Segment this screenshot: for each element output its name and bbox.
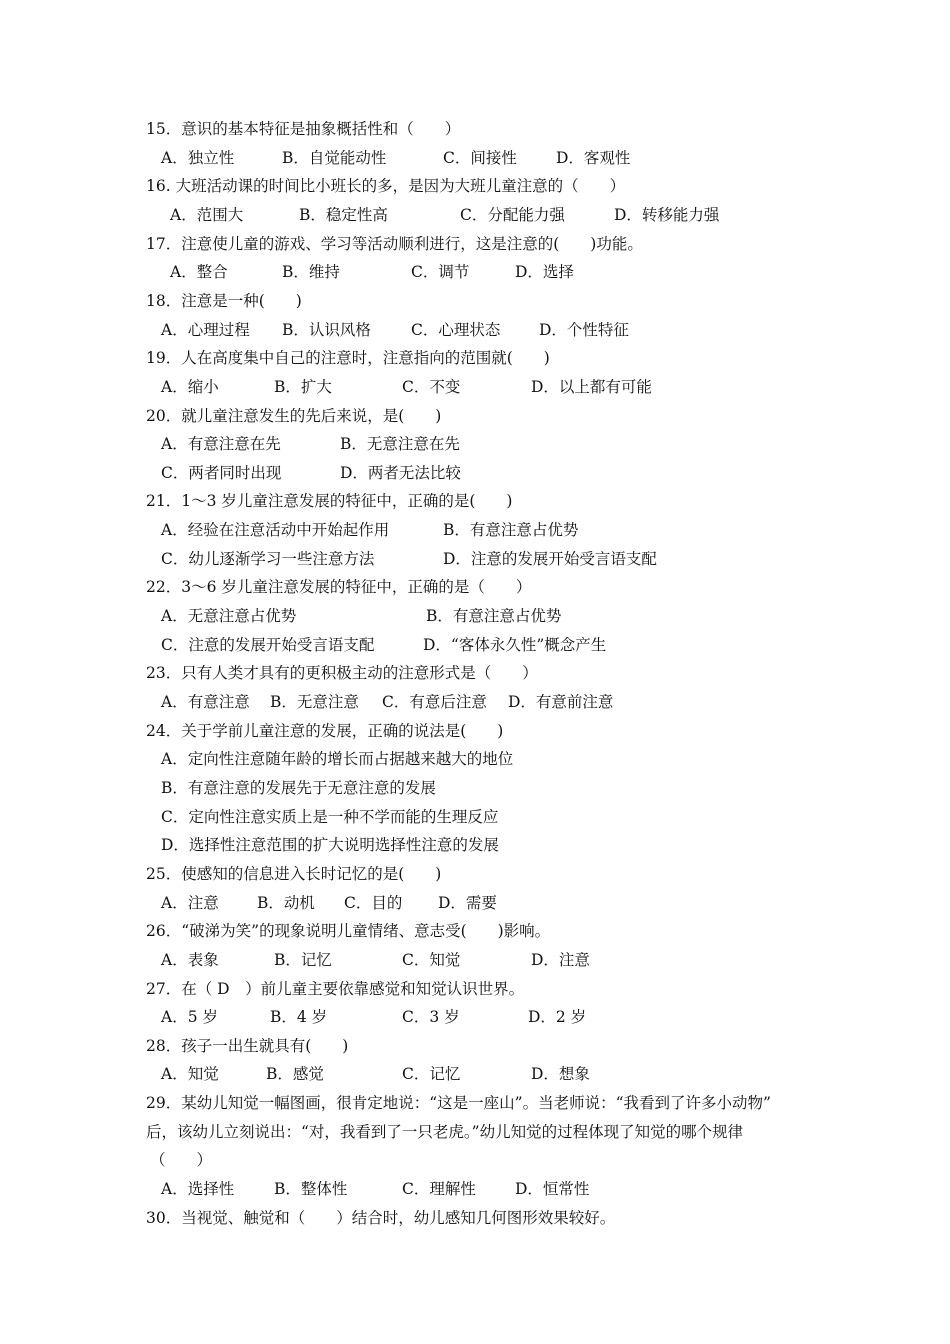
answer-option: B．有意注意占优势 <box>443 521 579 540</box>
answer-option: D．转移能力强 <box>614 205 720 224</box>
question-stem: 28．孩子一出生就具有( ) <box>146 1036 349 1055</box>
question-stem: 20．就儿童注意发生的先后来说，是( ) <box>146 406 442 425</box>
question-stem-line: 29．某幼儿知觉一幅图画，很肯定地说：“这是一座山”。当老师说：“我看到了许多小动物” <box>146 1094 771 1113</box>
answer-option: C．注意的发展开始受言语支配 <box>161 635 375 654</box>
answer-option: D．注意 <box>531 950 590 969</box>
question-stem-line: 后，该幼儿立刻说出：“对，我看到了一只老虎。”幼儿知觉的过程体现了知觉的哪个规律 <box>146 1122 744 1141</box>
answer-option: C．理解性 <box>402 1180 476 1199</box>
answer-option: A．选择性 <box>161 1180 235 1199</box>
answer-option: A．5 岁 <box>161 1008 218 1027</box>
answer-option: D．选择性注意范围的扩大说明选择性注意的发展 <box>161 836 499 855</box>
answer-option: C．心理状态 <box>411 320 501 339</box>
answer-option: B．4 岁 <box>270 1008 328 1027</box>
answer-option: D．两者无法比较 <box>340 463 461 482</box>
answer-option: B．稳定性高 <box>299 205 388 224</box>
answer-option: D．恒常性 <box>515 1180 590 1199</box>
question-stem: 22．3～6 岁儿童注意发展的特征中，正确的是（ ） <box>146 578 532 597</box>
question-stem: 17．注意使儿童的游戏、学习等活动顺利进行，这是注意的( )功能。 <box>146 234 643 253</box>
answer-option: A．无意注意占优势 <box>161 607 297 626</box>
answer-option: A．定向性注意随年龄的增长而占据越来越大的地位 <box>161 750 514 769</box>
answer-option: B．扩大 <box>274 377 332 396</box>
answer-option: D．2 岁 <box>528 1008 587 1027</box>
answer-option: A．有意注意 <box>161 693 250 711</box>
answer-option: A．独立性 <box>161 148 235 167</box>
answer-option: A．有意注意在先 <box>161 435 281 454</box>
answer-option: D．选择 <box>515 263 574 282</box>
question-stem: 27．在（ D ）前儿童主要依靠感觉和知觉认识世界。 <box>146 979 525 998</box>
answer-option: A．缩小 <box>161 377 219 396</box>
question-stem: 19．人在高度集中自己的注意时，注意指向的范围就( ) <box>146 349 550 368</box>
answer-option: B．无意注意 <box>270 693 359 711</box>
question-stem: 24．关于学前儿童注意的发展，正确的说法是( ) <box>146 721 504 740</box>
answer-option: C．不变 <box>402 377 461 396</box>
answer-option: A．知觉 <box>161 1065 219 1084</box>
answer-option: C．3 岁 <box>402 1008 460 1027</box>
answer-option: A．心理过程 <box>161 320 250 339</box>
answer-option: D．个性特征 <box>539 320 629 339</box>
answer-option: A．经验在注意活动中开始起作用 <box>161 521 390 540</box>
answer-option: A．表象 <box>161 950 219 969</box>
answer-option: D．客观性 <box>556 148 631 167</box>
answer-option: C．调节 <box>411 263 470 282</box>
question-stem: 26．“破涕为笑”的现象说明儿童情绪、意志受( )影响。 <box>146 922 551 941</box>
answer-option: B．有意注意的发展先于无意注意的发展 <box>161 778 436 797</box>
question-stem: 21．1～3 岁儿童注意发展的特征中，正确的是( ) <box>146 492 513 511</box>
answer-option: D．以上都有可能 <box>531 377 652 396</box>
answer-option: C．间接性 <box>443 148 517 167</box>
answer-option: C．有意后注意 <box>382 693 487 711</box>
answer-option: A．注意 <box>161 893 219 912</box>
answer-option: C．分配能力强 <box>460 205 565 224</box>
question-stem-line: （ ） <box>150 1151 213 1170</box>
question-stem: 25．使感知的信息进入长时记忆的是( ) <box>146 864 442 883</box>
answer-option: B．无意注意在先 <box>340 435 460 454</box>
question-stem: 16. 大班活动课的时间比小班长的多，是因为大班儿童注意的（ ） <box>146 177 626 196</box>
answer-option: C．记忆 <box>402 1065 461 1084</box>
answer-option: D．想象 <box>531 1065 590 1084</box>
question-stem: 15．意识的基本特征是抽象概括性和（ ） <box>146 120 461 138</box>
answer-option: D．注意的发展开始受言语支配 <box>443 549 657 568</box>
answer-option: B．整体性 <box>274 1180 348 1199</box>
answer-option: C．定向性注意实质上是一种不学而能的生理反应 <box>161 807 499 826</box>
answer-option: B．有意注意占优势 <box>426 607 562 626</box>
answer-option: D．有意前注意 <box>508 693 614 711</box>
question-stem: 18．注意是一种( ) <box>146 291 302 310</box>
answer-option: C．目的 <box>344 893 403 912</box>
answer-option: B．认识风格 <box>282 320 371 339</box>
question-stem: 30．当视觉、触觉和（ ）结合时，幼儿感知几何图形效果较好。 <box>146 1208 616 1227</box>
answer-option: D．“客体永久性”概念产生 <box>423 635 607 654</box>
answer-option: B．自觉能动性 <box>282 148 387 167</box>
answer-option: C．幼儿逐渐学习一些注意方法 <box>161 549 375 568</box>
answer-option: B．动机 <box>257 893 315 912</box>
answer-option: C．知觉 <box>402 950 461 969</box>
answer-option: D．需要 <box>438 893 497 912</box>
question-stem: 23．只有人类才具有的更积极主动的注意形式是（ ） <box>146 664 538 683</box>
answer-option: A．范围大 <box>170 205 244 224</box>
answer-option: B．感觉 <box>266 1065 324 1084</box>
answer-option: B．维持 <box>282 263 340 282</box>
answer-option: A．整合 <box>170 263 228 282</box>
answer-option: B．记忆 <box>274 950 332 969</box>
answer-option: C．两者同时出现 <box>161 463 282 482</box>
